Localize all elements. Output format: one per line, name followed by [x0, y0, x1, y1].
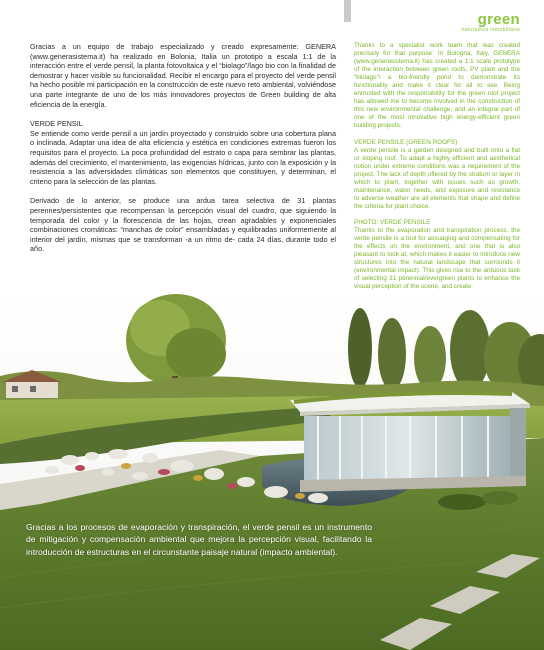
- intro-paragraph-en: Thanks to a specialist work team that was created precisely for that purpose: In Bologna, Italy, GENERA (www.generasistema.it) has created a 1:1 scale prototype of the interaction between green roofs, PV plant and the “biolago”/ a bio-friendly pond to demonstrate its functionality and make it clear for all to see. Being entrusted with the responsibility for the green roof project has allowed me to become involved in the construction of this new environmental challenge, and an integral part of one of the most innovative high energy-efficient green building projects.: [354, 42, 520, 130]
- section-body: Se entiende como verde pensil a un jardín proyectado y construido sobre una cobertura plana o inclinada. Adaptar una idea de alta eficiencia y estética en condiciones extremas fueron los requisitos para el proyecto. La poca profundidad del estrato o capa para sembrar las plantas, además del crecimiento, el mantenimiento, las exigencias hídricas, junto con la exposición y la resistencia a las adversidades climáticas son elementos que constituyen, y determinan, el criterio para la selección de las plantas.: [30, 128, 336, 186]
- spanish-article-column: [30, 42, 336, 264]
- photo-title-en: PHOTO: VERDE PENSILE: [354, 218, 431, 226]
- photo-caption: Gracias a los procesos de evaporación y transpiración, el verde pensil es un instrumento de mitigación y compensación ambiental que mejora la percepción visual, facilitando la introducción de estructuras en el circunstante paisaje natural (impacto ambiental).: [26, 522, 372, 557]
- section-title: VERDE PENSIL: [30, 119, 83, 129]
- magazine-brand: [461, 12, 520, 34]
- photo-body-en: Thanks to the evaporation and transpiration process, the verde pensile is a tool for assuaging and compensating for the effects on the environment, and one that is also pleasant to look at, which makes it easier to introduce new structures into the natural landscape that surrounds it (environmental impact). This gives rise to the arduous task of selecting 31 perennial/evergreen plants to enhance the visual perception of the scene, and create: [354, 226, 520, 291]
- brand-tagline: naturaleza inmobiliaria: [461, 27, 520, 33]
- column-divider: [344, 0, 351, 22]
- derived-paragraph: Derivado de lo anterior, se produce una ardua tarea selectiva de 31 plantas perennes/persistentes que recompensan la percepción visual del cuadro, que siguiendo la temporada del color y la florescencia de las hojas, crean agradables y exponenciales combinaciones cromáticas: “manchas de color” ensambladas y equilibradas uniformemente al interior del jardín, mismas que se transforman -a un ritmo de- cada 24 días, durante todo el año.: [30, 196, 336, 254]
- garden-photo: [0, 288, 544, 650]
- english-article-column: [354, 42, 520, 299]
- section-title-en: VERDE PENSILE (GREEN ROOFS): [354, 138, 458, 146]
- intro-paragraph: Gracias a un equipo de trabajo especializado y creado expresamente: GENERA (www.generasistema.it) ha realizado en Bolonia, Italia un prototipo a escala 1:1 de la interacción entre el verde pensil, la planta fotovoltaica y el “biolago”/lago bio con la finalidad de demostrar y hacer visible su funcionalidad. Recibir el encargo para el proyecto del verde pensil ha hecho posible mi participación en la construcción de este nuevo reto ambiental, volviéndose una parte integrante de uno de los más innovadores proyectos de Green building de alta eficiencia de la energía.: [30, 42, 336, 109]
- section-body-en: A verde pensile is a garden designed and built onto a flat or sloping roof. To adapt a highly efficient and aesthetical notion under extreme conditions was a requirement of the project. The lack of depth offered by the stratum or layer in which to plant, together with issues such as growth, maintenance, water needs, and exposure and resistance to adverse weather are all elements that shape and define the criteria for plant choice.: [354, 146, 520, 210]
- brand-logo: green: [477, 11, 520, 28]
